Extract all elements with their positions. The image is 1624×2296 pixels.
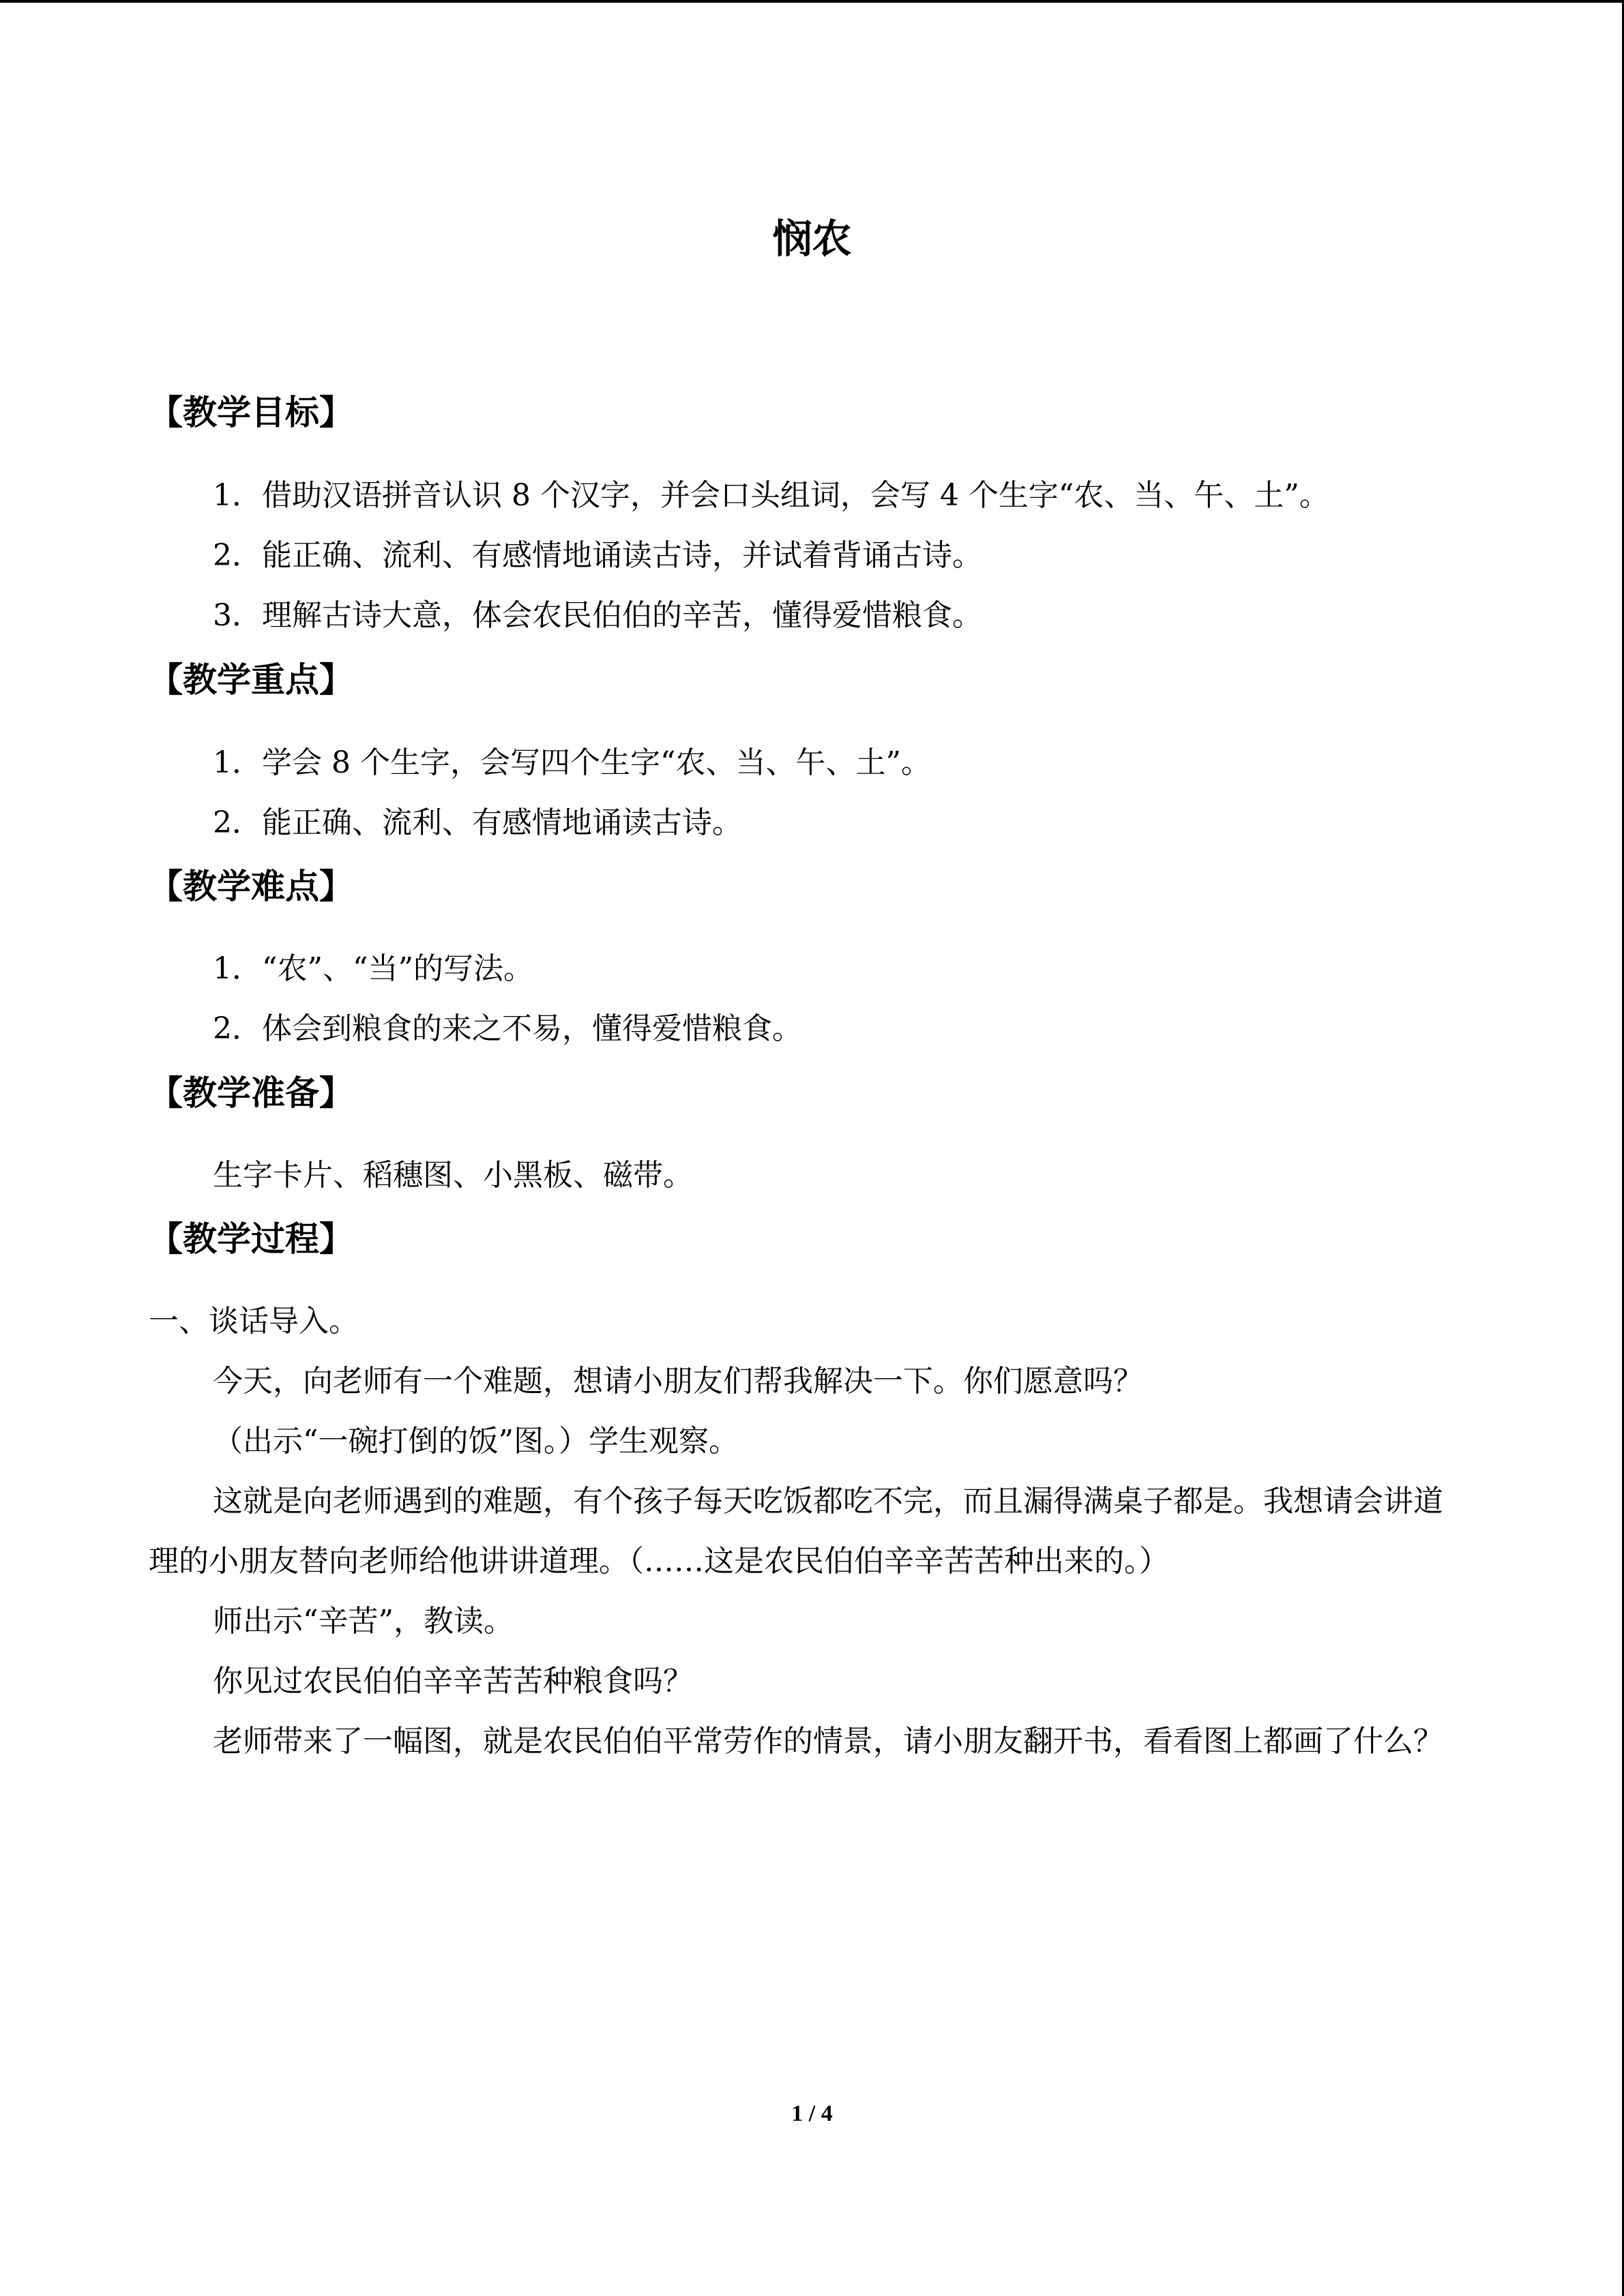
process-step-title: 一、谈话导入。: [149, 1304, 359, 1339]
document-title: 悯农: [772, 215, 852, 262]
process-paragraph-5: 你见过农民伯伯辛辛苦苦种粮食吗？: [213, 1664, 693, 1699]
goal-item-1: 1．借助汉语拼音认识 8 个汉字，并会口头组词，会写 4 个生字“农、当、午、土”。: [213, 478, 1329, 513]
key-point-item-1: 1．学会 8 个生字，会写四个生字“农、当、午、土”。: [213, 745, 931, 780]
goal-item-2: 2．能正确、流利、有感情地诵读古诗，并试着背诵古诗。: [213, 538, 982, 573]
section-heading-preparation: 【教学准备】: [149, 1073, 353, 1113]
page-number: 1 / 4: [791, 2101, 833, 2126]
process-paragraph-6: 老师带来了一幅图，就是农民伯伯平常劳作的情景，请小朋友翻开书，看看图上都画了什么？: [213, 1724, 1443, 1759]
page-top-border: [0, 0, 1624, 3]
preparation-text: 生字卡片、稻穗图、小黑板、磁带。: [213, 1158, 693, 1193]
process-paragraph-2: （出示“一碗打倒的饭”图。）学生观察。: [213, 1424, 739, 1459]
process-paragraph-4: 师出示“辛苦”，教读。: [213, 1604, 514, 1639]
difficulty-item-1: 1．“农”、“当”的写法。: [213, 951, 533, 986]
section-heading-difficulties: 【教学难点】: [149, 867, 353, 906]
section-heading-goals: 【教学目标】: [149, 393, 353, 432]
goal-item-3: 3．理解古诗大意，体会农民伯伯的辛苦，懂得爱惜粮食。: [213, 598, 982, 633]
section-heading-process: 【教学过程】: [149, 1219, 353, 1259]
section-heading-key-points: 【教学重点】: [149, 660, 353, 700]
key-point-item-2: 2．能正确、流利、有感情地诵读古诗。: [213, 805, 742, 840]
process-paragraph-1: 今天，向老师有一个难题，想请小朋友们帮我解决一下。你们愿意吗？: [213, 1364, 1143, 1399]
difficulty-item-2: 2．体会到粮食的来之不易，懂得爱惜粮食。: [213, 1011, 802, 1046]
process-paragraph-3: 这就是向老师遇到的难题，有个孩子每天吃饭都吃不完，而且漏得满桌子都是。我想请会讲道理的小朋友替向老师给他讲讲道理。（……这是农民伯伯辛辛苦苦种出来的。）: [149, 1484, 1443, 1579]
